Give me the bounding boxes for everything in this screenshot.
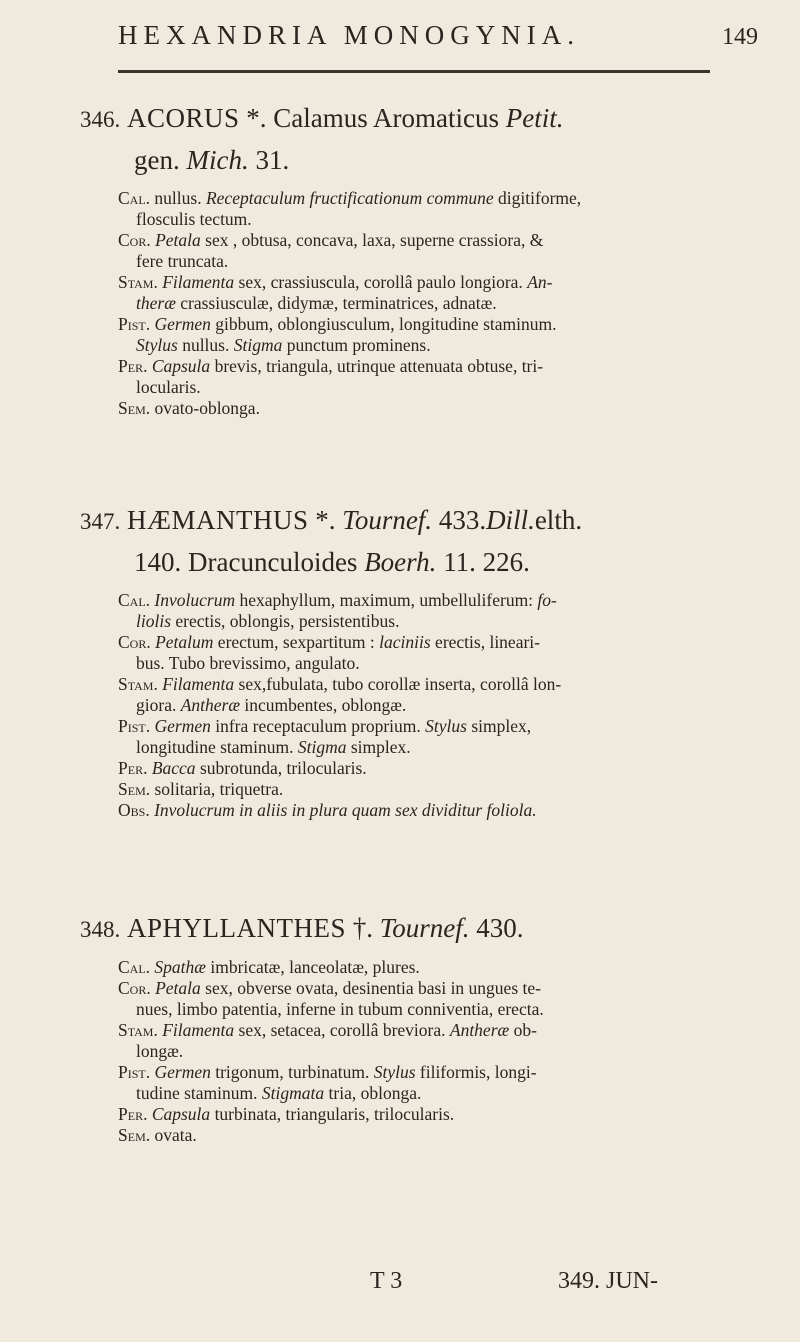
signature-mark: T 3 (370, 1268, 403, 1294)
description-text: sex, setacea, corollâ breviora. (234, 1020, 450, 1040)
italic-term: Capsula (151, 1104, 211, 1124)
description-text: nullus. (177, 335, 234, 355)
description-line (118, 1020, 748, 1041)
genus-authority: Tournef. (379, 913, 470, 943)
organ-label: Per. (118, 1104, 152, 1124)
genus-synonym: Calamus Aromaticus (273, 103, 499, 133)
italic-term: Germen (154, 716, 211, 736)
italic-term: theræ (136, 293, 176, 313)
organ-label: Cal. (118, 957, 155, 977)
page-number: 149 (722, 24, 758, 50)
organ-label: Cor. (118, 230, 156, 250)
description-text: sex,fubulata, tubo corollæ inserta, corollâ lon- (234, 674, 562, 694)
description-text: bus. Tubo brevissimo, angulato. (136, 653, 360, 673)
description-text: nullus. (154, 188, 206, 208)
italic-term: Receptaculum fructificationum commune (205, 188, 494, 208)
genus-authority-b: Dill. (486, 505, 535, 535)
italic-term: Petalum (155, 632, 214, 652)
description-line (118, 1041, 748, 1062)
organ-label: Obs. (118, 800, 155, 820)
italic-term: liolis (136, 611, 172, 631)
description-text: locularis. (136, 377, 201, 397)
description-line (118, 398, 748, 419)
description-line (118, 716, 748, 737)
genus-sign: †. (352, 913, 373, 943)
description-line (118, 674, 748, 695)
description-text: tudine staminum. (136, 1083, 262, 1103)
description-text: erectis, oblongis, persistentibus. (171, 611, 400, 631)
italic-term: laciniis (379, 632, 431, 652)
description-348 (118, 957, 748, 1146)
description-text: sex, crassiuscula, corollâ paulo longiora. (234, 272, 528, 292)
genus-authority-2: Boerh. (364, 547, 437, 577)
organ-label: Pist. (118, 314, 155, 334)
genus-heading-348 (80, 908, 524, 950)
organ-label: Sem. (118, 1125, 155, 1145)
description-line (118, 695, 748, 716)
italic-term: Antheræ (449, 1020, 510, 1040)
description-text: solitaria, triquetra. (154, 779, 284, 799)
description-text: tria, oblonga. (324, 1083, 422, 1103)
genus-synonym: 140. Dracunculoides (134, 547, 358, 577)
organ-label: Pist. (118, 716, 155, 736)
organ-label: Per. (118, 356, 152, 376)
italic-term: Filamenta (162, 272, 235, 292)
description-text: brevis, triangula, utrinque attenuata obtuse, tri- (210, 356, 544, 376)
description-line (118, 293, 748, 314)
genus-ref: 430. (476, 913, 524, 943)
description-text: longæ. (136, 1041, 184, 1061)
description-text: ovata. (154, 1125, 197, 1145)
description-line (118, 779, 748, 800)
description-text: simplex. (346, 737, 411, 757)
description-line (118, 758, 748, 779)
description-text: flosculis tectum. (136, 209, 252, 229)
description-text: crassiusculæ, didymæ, terminatrices, adnatæ. (175, 293, 497, 313)
genus-authority-2: Mich. (186, 145, 249, 175)
description-text: infra receptaculum proprium. (210, 716, 426, 736)
italic-term: Filamenta (162, 1020, 235, 1040)
genus-ref: 433. (438, 505, 487, 535)
italic-term: An- (527, 272, 553, 292)
organ-label: Pist. (118, 1062, 155, 1082)
running-title: HEXANDRIA MONOGYNIA. (118, 20, 580, 50)
organ-label: Stam. (118, 272, 163, 292)
description-text: gibbum, oblongiusculum, longitudine staminum. (210, 314, 557, 334)
description-line (118, 209, 748, 230)
description-line (118, 272, 748, 293)
italic-term: Petala (155, 230, 201, 250)
organ-label: Stam. (118, 674, 163, 694)
organ-label: Sem. (118, 398, 155, 418)
description-text: giora. (136, 695, 181, 715)
genus-authority: Tournef. (342, 505, 433, 535)
genus-heading-continuation (80, 542, 582, 582)
italic-term: Stigma (233, 335, 283, 355)
description-line (118, 230, 748, 251)
description-347 (118, 590, 748, 821)
italic-term: Antheræ (180, 695, 241, 715)
organ-label: Cor. (118, 978, 156, 998)
genus-ref-b: elth. (534, 505, 583, 535)
genus-ref-2: 11. 226. (443, 547, 530, 577)
organ-label: Cal. (118, 590, 155, 610)
genus-heading-continuation (80, 140, 563, 180)
description-line (118, 314, 748, 335)
organ-label: Sem. (118, 779, 155, 799)
italic-term: Stylus (136, 335, 178, 355)
italic-term: Petala (155, 978, 201, 998)
italic-term: Capsula (151, 356, 211, 376)
description-line (118, 1083, 748, 1104)
genus-name: APHYLLANTHES (127, 913, 346, 943)
header-rule (118, 70, 710, 73)
genus-ref: 31. (255, 145, 290, 175)
description-text: erectis, lineari- (430, 632, 540, 652)
description-line (118, 356, 748, 377)
description-text: nues, limbo patentia, inferne in tubum conniventia, erecta. (136, 999, 544, 1019)
description-text: sex , obtusa, concava, laxa, superne crassiora, & (200, 230, 544, 250)
description-line (118, 377, 748, 398)
organ-label: Cor. (118, 632, 156, 652)
description-text: longitudine staminum. (136, 737, 298, 757)
description-line (118, 1104, 748, 1125)
genus-heading-346 (80, 98, 563, 180)
catchword: 349. JUN- (558, 1268, 658, 1294)
description-line (118, 1125, 748, 1146)
description-line (118, 1062, 748, 1083)
genus-sign: *. (315, 505, 336, 535)
description-text: sex, obverse ovata, desinentia basi in ungues te- (200, 978, 541, 998)
description-text: turbinata, triangularis, trilocularis. (210, 1104, 455, 1124)
genus-number: 346. (80, 107, 121, 132)
description-text: trigonum, turbinatum. (210, 1062, 374, 1082)
description-text: ob- (509, 1020, 537, 1040)
description-text: erectum, sexpartitum : (213, 632, 380, 652)
italic-term: Germen (154, 314, 211, 334)
description-text: filiformis, longi- (415, 1062, 537, 1082)
genus-name: HÆMANTHUS (127, 505, 309, 535)
description-text: hexaphyllum, maximum, umbelluliferum: (235, 590, 538, 610)
description-346 (118, 188, 748, 419)
genus-number: 347. (80, 509, 121, 534)
genus-heading-347 (80, 500, 582, 582)
description-line (118, 737, 748, 758)
description-line (118, 611, 748, 632)
description-line (118, 978, 748, 999)
description-line (118, 653, 748, 674)
description-line (118, 590, 748, 611)
description-text: fere truncata. (136, 251, 229, 271)
italic-term: Spathæ (154, 957, 206, 977)
italic-term: Stylus (425, 716, 467, 736)
description-text: digitiforme, (493, 188, 582, 208)
genus-authority: Petit. (505, 103, 564, 133)
description-line (118, 188, 748, 209)
description-line (118, 335, 748, 356)
italic-term: Germen (154, 1062, 211, 1082)
description-text: imbricatæ, lanceolatæ, plures. (205, 957, 420, 977)
italic-term: Involucrum in aliis in plura quam sex dividitur foliola. (154, 800, 537, 820)
italic-term: Involucrum (154, 590, 236, 610)
description-line (118, 632, 748, 653)
genus-number: 348. (80, 917, 121, 942)
genus-name: ACORUS (127, 103, 240, 133)
description-text: subrotunda, trilocularis. (195, 758, 367, 778)
italic-term: Stigma (297, 737, 347, 757)
organ-label: Stam. (118, 1020, 163, 1040)
description-text: incumbentes, oblongæ. (240, 695, 407, 715)
italic-term: Filamenta (162, 674, 235, 694)
italic-term: Stigmata (261, 1083, 325, 1103)
description-text: ovato-oblonga. (154, 398, 260, 418)
organ-label: Per. (118, 758, 152, 778)
organ-label: Cal. (118, 188, 155, 208)
description-line (118, 957, 748, 978)
description-line (118, 999, 748, 1020)
italic-term: Bacca (151, 758, 196, 778)
description-line (118, 800, 748, 821)
italic-term: Stylus (373, 1062, 416, 1082)
genus-sign: *. (246, 103, 267, 133)
description-text: simplex, (466, 716, 532, 736)
description-line (118, 251, 748, 272)
genus-ref-prefix: gen. (134, 145, 180, 175)
italic-term: fo- (537, 590, 557, 610)
description-text: punctum prominens. (282, 335, 431, 355)
